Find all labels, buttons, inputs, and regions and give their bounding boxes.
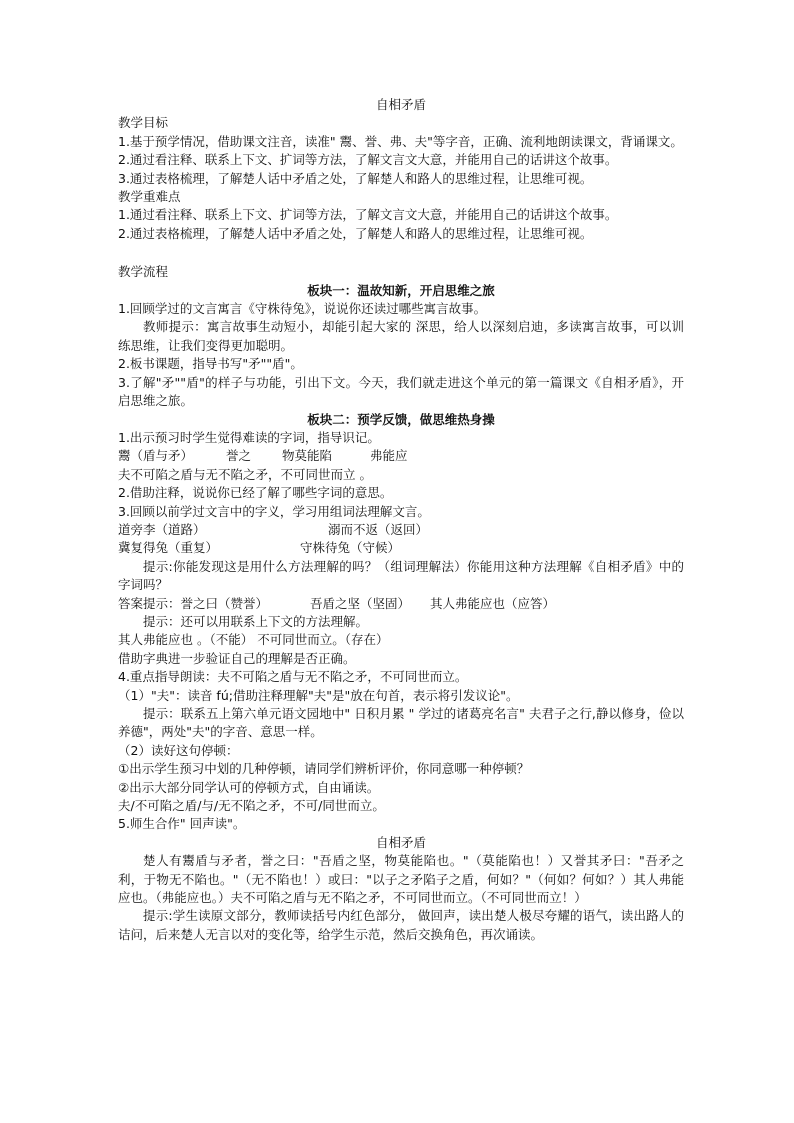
spacer [118, 243, 684, 263]
paragraph: 4.重点指导朗读：夫不可陷之盾与无不陷之矛，不可同世而立。 [118, 669, 468, 685]
flow-heading: 教学流程 [118, 264, 169, 280]
section-2-title: 板块二：预学反馈，做思维热身操 [307, 411, 495, 427]
word-item: 誉之 [226, 448, 252, 464]
text-body: 楚人有鬻盾与矛者，誉之曰："吾盾之坚，物莫能陷也。"（莫能陷也！）又誉其矛曰："吾矛之利，于物无不陷也。"（无不陷也！）或曰："以子之矛陷子之盾，何如？"（何如？何如？）其人弗能应也。（弗能应也。）夫不可陷之盾与无不陷之矛，不可同世而立。（不可同世而立！） [118, 853, 684, 906]
paragraph: ②出示大部分同学认可的停顿方式，自由诵读。 [118, 779, 380, 795]
word-pairs [118, 539, 684, 557]
word-item: 物莫能陷 [282, 448, 333, 464]
goal-item: 1.基于预学情况，借助课文注音，读准" 鬻、誉、弗、夫"等字音，正确、流利地朗读课文，背诵课文。 [118, 133, 683, 149]
answer-item: 答案提示：誉之曰（赞誉） [118, 595, 269, 611]
teacher-tip: 教师提示：寓言故事生动短小，却能引起大家的 深思，给人以深刻启迪，多读寓言故事，可以训练思维，让我们变得更加聪明。 [118, 319, 684, 353]
word-item: 弗能应 [370, 448, 408, 464]
paragraph: 夫不可陷之盾与无不陷之矛，不可同世而立 。 [118, 466, 372, 482]
teacher-tip: 提示:学生读原文部分，教师读括号内红色部分， 做回声，读出楚人极尽夸耀的语气，读出路人的诘问，后来楚人无言以对的变化等，给学生示范，然后交换角色，再次诵读。 [118, 908, 684, 942]
paragraph: 夫/不可陷之盾/与/无不陷之矛，不可/同世而立。 [118, 798, 385, 814]
word-pair: 溺而不返（返回） [328, 521, 429, 537]
key-point-item: 1.通过看注释、联系上下文、扩词等方法，了解文言文大意，并能用自己的话讲这个故事。 [118, 207, 618, 223]
answer-hints [118, 595, 684, 613]
paragraph: （2）读好这句停顿： [118, 742, 239, 758]
document-page [118, 96, 684, 944]
teacher-tip: 提示：联系五上第六单元语文园地中" 日积月累 " 学过的诸葛亮名言" 夫君子之行,静以修身，俭以养德"，两处"夫"的字音、意思一样。 [118, 706, 684, 740]
paragraph: （1）"夫"：读音 fú;借助注释理解"夫"是"放在句首，表示将引发议论"。 [118, 687, 519, 703]
paragraph: 2.借助注释，说说你已经了解了哪些字词的意思。 [118, 485, 393, 501]
paragraph: 1.出示预习时学生觉得难读的字词，指导识记。 [118, 429, 380, 445]
goals-heading: 教学目标 [118, 115, 169, 131]
text-title: 自相矛盾 [375, 834, 426, 850]
key-point-item: 2.通过表格梳理，了解楚人话中矛盾之处，了解楚人和路人的思维过程，让思维可视。 [118, 225, 593, 241]
teacher-tip: 提示：还可以用联系上下文的方法理解。 [143, 613, 369, 629]
paragraph: 5.师生合作" 回声读"。 [118, 816, 246, 832]
paragraph: 3.了解"矛""盾"的样子与功能，引出下文。今天，我们就走进这个单元的第一篇课文《自相矛盾》，开启思维之旅。 [118, 374, 684, 409]
paragraph: 1.回顾学过的文言寓言《守株待兔》，说说你还读过哪些寓言故事。 [118, 301, 487, 317]
paragraph: ①出示学生预习中划的几种停顿，请同学们辨析评价，你同意哪一种停顿？ [118, 761, 530, 777]
section-1-title: 板块一：温故知新，开启思维之旅 [307, 282, 495, 298]
word-pair: 冀复得兔（重复） [118, 540, 219, 556]
word-item: 鬻（盾与矛） [118, 448, 194, 464]
goal-item: 2.通过看注释、联系上下文、扩词等方法，了解文言文大意，并能用自己的话讲这个故事。 [118, 152, 618, 168]
paragraph: 其人弗能应也 。（不能） 不可同世而立。（存在） [118, 632, 389, 648]
paragraph: 2.板书课题，指导书写"矛""盾"。 [118, 356, 303, 372]
word-pair: 守株待兔（守候） [300, 540, 401, 556]
word-pair: 道旁李（道路） [118, 521, 206, 537]
paragraph: 3.回顾以前学过文言中的字义，学习用组词法理解文言。 [118, 503, 430, 519]
teacher-tip: 提示:你能发现这是用什么方法理解的吗？（组词理解法）你能用这种方法理解《自相矛盾》中的字词吗？ [118, 558, 684, 593]
key-points-heading: 教学重难点 [118, 189, 181, 205]
answer-item: 吾盾之坚（坚固） [310, 595, 411, 611]
answer-item: 其人弗能应也（应答） [430, 595, 556, 611]
goal-item: 3.通过表格梳理，了解楚人话中矛盾之处，了解楚人和路人的思维过程，让思维可视。 [118, 170, 593, 186]
document-title: 自相矛盾 [375, 97, 426, 112]
paragraph: 借助字典进一步验证自己的理解是否正确。 [118, 650, 356, 666]
word-list [118, 447, 684, 465]
word-pairs [118, 521, 684, 539]
